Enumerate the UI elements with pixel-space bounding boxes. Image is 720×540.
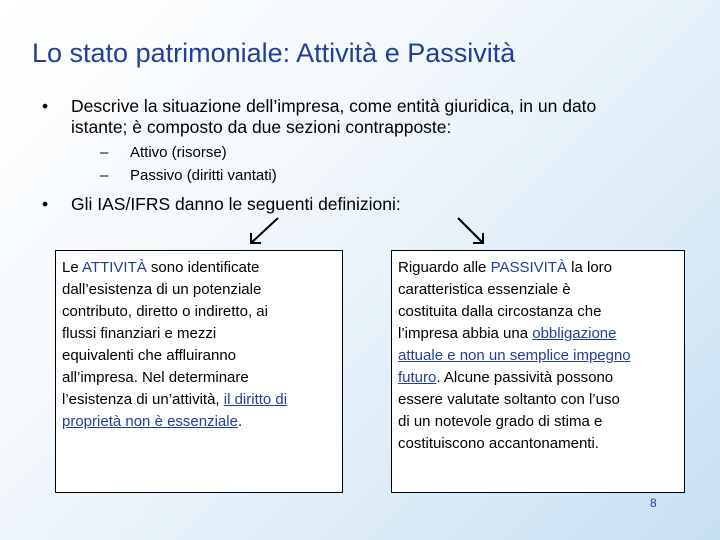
passivita-line-6: futuro. Alcune passività possono	[398, 369, 614, 386]
bullet-dot: •	[42, 96, 49, 116]
attivita-line-8: proprietà non è essenziale.	[62, 413, 243, 430]
attivita-line-5: equivalenti che affluiranno	[62, 347, 237, 364]
slide-title: Lo stato patrimoniale: Attività e Passività	[32, 38, 516, 68]
attivita-keyword: ATTIVITÀ	[82, 259, 147, 276]
right-arrow-line	[458, 218, 483, 243]
passivita-line-8: di un notevole grado di stima e	[398, 413, 603, 430]
attivita-line-1: Le ATTIVITÀ sono identificate	[62, 259, 260, 276]
sub-item-label: Attivo (risorse)	[130, 144, 227, 161]
left-arrow-line	[251, 218, 278, 243]
passivita-keyword: PASSIVITÀ	[490, 259, 567, 276]
attivita-line-7: l’esistenza di un’attività, il diritto di	[62, 391, 288, 408]
proprieta-link[interactable]: proprietà non è essenziale	[62, 413, 238, 430]
attivita-line-3: contributo, diretto o indiretto, ai	[62, 303, 268, 320]
attivita-definition-box	[55, 250, 343, 493]
passivita-line-2: caratteristica essenziale è	[398, 281, 571, 298]
passivita-line-3: costituita dalla circostanza che	[398, 303, 602, 320]
futuro-link[interactable]: futuro	[398, 369, 437, 386]
attivita-line-4: flussi finanziari e mezzi	[62, 325, 217, 342]
bullet-description-line2: istante; è composto da due sezioni contrapposte:	[71, 117, 452, 137]
passivita-line-1: Riguardo alle PASSIVITÀ la loro	[398, 259, 613, 276]
attivita-line-6: all’impresa. Nel determinare	[62, 369, 249, 386]
bullet-dot: •	[42, 194, 49, 214]
passivita-line-9: costituiscono accantonamenti.	[398, 435, 599, 452]
bullet-description-line1: Descrive la situazione dell’impresa, come entità giuridica, in un dato	[71, 96, 597, 116]
passivita-definition-box	[391, 250, 685, 493]
dash-marker: –	[100, 144, 109, 161]
sub-item-label: Passivo (diritti vantati)	[130, 167, 277, 184]
passivita-line-7: essere valutate soltanto con l’uso	[398, 391, 620, 408]
obbligazione-link[interactable]: obbligazione	[532, 325, 617, 342]
dash-marker: –	[100, 167, 109, 184]
bullet-definitions-text: Gli IAS/IFRS danno le seguenti definizioni:	[71, 194, 401, 214]
page-number: 8	[650, 496, 657, 510]
diritto-link[interactable]: il diritto di	[223, 391, 288, 408]
passivita-line-4: l’impresa abbia una obbligazione	[398, 325, 617, 342]
attivita-line-2: dall’esistenza di un potenziale	[62, 281, 262, 298]
impegno-link[interactable]: attuale e non un semplice impegno	[398, 347, 631, 364]
